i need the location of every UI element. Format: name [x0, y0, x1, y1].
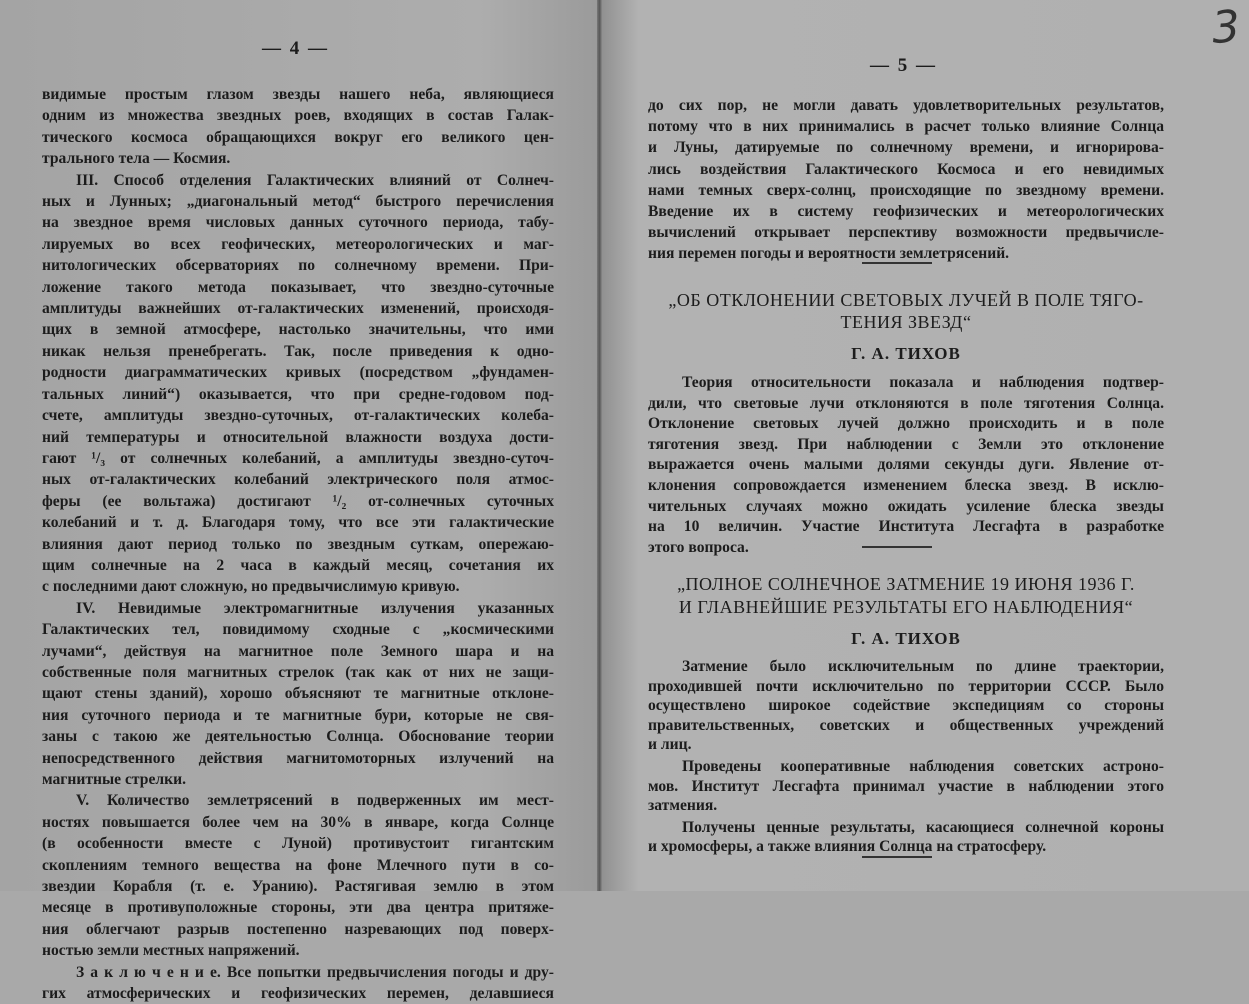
article-paragraphs: [648, 657, 1164, 857]
text-line: нами темных сверх-солнц, происходящие по звездному времени.: [648, 181, 1164, 199]
article-author: Г. А. ТИХОВ: [851, 344, 961, 363]
text-line: чительных случаях можно ожидать усиление блеска звезды: [648, 497, 1164, 515]
text-line: И ГЛАВНЕЙШИЕ РЕЗУЛЬТАТЫ ЕГО НАБЛЮДЕНИЯ“: [678, 597, 1134, 617]
text-line: трального тела — Космия.: [42, 150, 231, 168]
text-line: тического космоса обращающихся вокруг его великого цен-: [42, 128, 554, 146]
paragraph: [42, 170, 554, 598]
text-line: затмения.: [648, 797, 718, 815]
paragraph: [42, 598, 554, 791]
text-line: тяготения звезд. При наблюдении с Земли это отклонение: [648, 435, 1164, 453]
text-line: гают ¹/₃ от солнечных колебаний, а амплитуды звездно-суточ-: [42, 449, 554, 467]
text-line: Затмение было исключительным по длине траектории,: [682, 658, 1164, 675]
text-line: выражается очень малыми долями секунды дуги. Явление от-: [648, 456, 1164, 474]
text-line: одним из множества звездных роев, входящих в состав Галак-: [42, 107, 554, 125]
paragraph: [648, 289, 1164, 333]
text-line: гих атмосферических и геофизических перемен, делавшиеся: [42, 985, 554, 1003]
text-line: потому что в них принимались в расчет только влияние Солнца: [648, 118, 1164, 136]
text-line: заны с такою же деятельностью Солнца. Обоснование теории: [42, 728, 554, 746]
text-line: собственные поля магнитных стрелок (так как от них не защи-: [42, 663, 554, 681]
section-divider: [862, 262, 932, 264]
text-line: Теория относительности показала и наблюдения подтвер-: [682, 374, 1164, 391]
section-divider: [862, 856, 932, 858]
text-line: ТЕНИЯ ЗВЕЗД“: [840, 312, 972, 332]
left-page-text: [42, 84, 554, 1004]
text-line: Введение их в систему геофизических и метеорологических: [648, 203, 1164, 221]
text-line: родности диаграмматических кривых (посредством „фундамен-: [42, 364, 554, 382]
handwritten-mark: 3: [1210, 1, 1242, 54]
page-number: — 5 —: [870, 55, 937, 76]
page-fold: [597, 0, 602, 891]
text-line: ния суточного периода и те магнитные бури, которые не свя-: [42, 706, 554, 724]
text-line: магнитные стрелки.: [42, 771, 186, 788]
paragraph: [648, 657, 1164, 755]
text-line: и хромосферы, а также влияния Солнца на стратосферу.: [648, 838, 1047, 856]
text-line: ностью земли местных напряжений.: [42, 942, 300, 960]
text-line: тальных линий“) оказывается, что при средне-годовом под-: [42, 385, 554, 403]
intro-paragraph: [648, 95, 1164, 265]
paragraph: [42, 962, 554, 1004]
text-line: ных от-галактических колебаний электрического поля атмос-: [42, 471, 554, 489]
text-line: непосредственного действия магнитомоторных излучений на: [42, 749, 554, 767]
paragraph: [648, 818, 1164, 857]
article-title: [648, 573, 1164, 619]
text-line: ностях повышается более чем на 30% в январе, когда Солнце: [42, 813, 554, 831]
text-line: скоплениям темного вещества на фоне Млечного пути в со-: [42, 856, 554, 874]
paragraph: [648, 757, 1164, 816]
text-line: до сих пор, не могли давать удовлетворительных результатов,: [648, 97, 1164, 114]
paragraph: [648, 95, 1164, 265]
text-line: щают стены зданий), хорошо объясняют те магнитные отклоне-: [42, 685, 554, 703]
text-line: ложение такого метода показывает, что звездно-суточные: [42, 278, 554, 296]
text-line: лируемых во всех геофических, метеорологических и маг-: [42, 235, 554, 253]
text-line: звездии Корабля (т. е. Уранию). Растягивая землю в этом: [42, 878, 554, 896]
text-line: „ПОЛНОЕ СОЛНЕЧНОЕ ЗАТМЕНИЕ 19 ИЮНЯ 1936 Г.: [677, 574, 1135, 594]
text-line: лись воздействия Галактического Космоса и его невидимых: [648, 160, 1164, 178]
text-line: вычислений открывает перспективу возможности предвычисле-: [648, 224, 1164, 242]
text-line: на звездное время числовых данных суточного периода, табу-: [42, 214, 554, 232]
text-line: V. Количество землетрясений в подверженных им мест-: [76, 792, 554, 810]
text-line: и лиц.: [648, 736, 692, 754]
text-line: правительственных, советских и общественных учреждений: [648, 716, 1164, 734]
text-line: видимые простым глазом звезды нашего неба, являющиеся: [42, 86, 554, 103]
text-line: ных и Лунных; „диагональный метод“ быстрого перечисления: [42, 193, 554, 211]
right-page: [600, 0, 1249, 891]
article-author: Г. А. ТИХОВ: [851, 629, 961, 648]
text-line: Отклонение световых лучей должно происходить и в поле: [648, 415, 1164, 433]
text-line: амплитуды важнейших от-галактических изменений, происходя-: [42, 300, 554, 318]
paragraph: [648, 373, 1164, 558]
page-number: — 4 —: [262, 38, 329, 59]
text-line: ния перемен погоды и вероятности землетрясений.: [648, 245, 1010, 263]
text-line: IV. Невидимые электромагнитные излучения указанных: [76, 599, 554, 617]
text-line: клонения сопровождается изменением блеска звезд. В исклю-: [648, 476, 1164, 494]
text-line: ния облегчают разрыв постепенно назревающих под поверх-: [42, 920, 554, 938]
text-line: дили, что световые лучи отклоняются в поле тяготения Солнца.: [648, 394, 1164, 412]
text-line: месяце в противуположные стороны, эти два центра притяже-: [42, 899, 554, 917]
article-paragraph: [648, 373, 1164, 558]
text-line: влияния дают период только по звездным суткам, опережаю-: [42, 535, 554, 553]
text-line: никак нельзя пренебрегать. Так, после приведения к одно-: [42, 342, 554, 360]
text-line: Проведены кооперативные наблюдения советских астроно-: [682, 757, 1164, 775]
text-line: Галактических тел, повидимому сходные с „космическими: [42, 621, 554, 639]
text-line: щих в земной атмосфере, настолько значительны, что ими: [42, 321, 554, 339]
text-line: осуществлено широкое содействие экспедициям со стороны: [648, 697, 1164, 715]
text-line: феры (ее вольтажа) достигают ¹/₂ от-солнечных суточных: [42, 492, 554, 510]
section-divider: [862, 546, 932, 548]
text-line: щим солнечные на 2 часа в каждый месяц, сочетания их: [42, 556, 554, 574]
text-line: „ОБ ОТКЛОНЕНИИ СВЕТОВЫХ ЛУЧЕЙ В ПОЛЕ ТЯГО-: [668, 290, 1144, 310]
text-line: проходившей почти исключительно по территории СССР. Было: [648, 677, 1164, 695]
text-line: З а к л ю ч е н и е. Все попытки предвычисления погоды и дру-: [76, 963, 554, 981]
text-line: с последними дают сложную, но предвычислимую кривую.: [42, 578, 460, 596]
text-line: счете, амплитуды звездно-суточных, от-галактических колеба-: [42, 407, 554, 425]
text-line: колебаний и т. д. Благодаря тому, что все эти галактические: [42, 514, 554, 532]
left-page: [0, 0, 600, 1003]
text-line: лучами“, действуя на магнитное поле Земного шара и на: [42, 642, 554, 660]
text-line: Получены ценные результаты, касающиеся солнечной короны: [682, 818, 1164, 836]
text-line: и Луны, датируемые по солнечному времени, и игнорирова-: [648, 139, 1164, 157]
text-line: III. Способ отделения Галактических влияний от Солнеч-: [76, 171, 554, 189]
text-line: (в особенности вместе с Луной) противустоит гигантским: [42, 835, 554, 853]
paragraph: [648, 573, 1164, 619]
paragraph: [42, 84, 554, 170]
article-title: [648, 289, 1164, 333]
text-line: мов. Институт Лесгафта принимал участие в наблюдении этого: [648, 777, 1164, 795]
text-line: нитологических обсерваториях по солнечному времени. При-: [42, 257, 554, 275]
paragraph: [42, 790, 554, 961]
text-line: ний температуры и относительной влажности воздуха дости-: [42, 428, 554, 446]
text-line: на 10 величин. Участие Института Лесгафта в разработке: [648, 518, 1164, 536]
text-line: этого вопроса.: [648, 538, 749, 556]
